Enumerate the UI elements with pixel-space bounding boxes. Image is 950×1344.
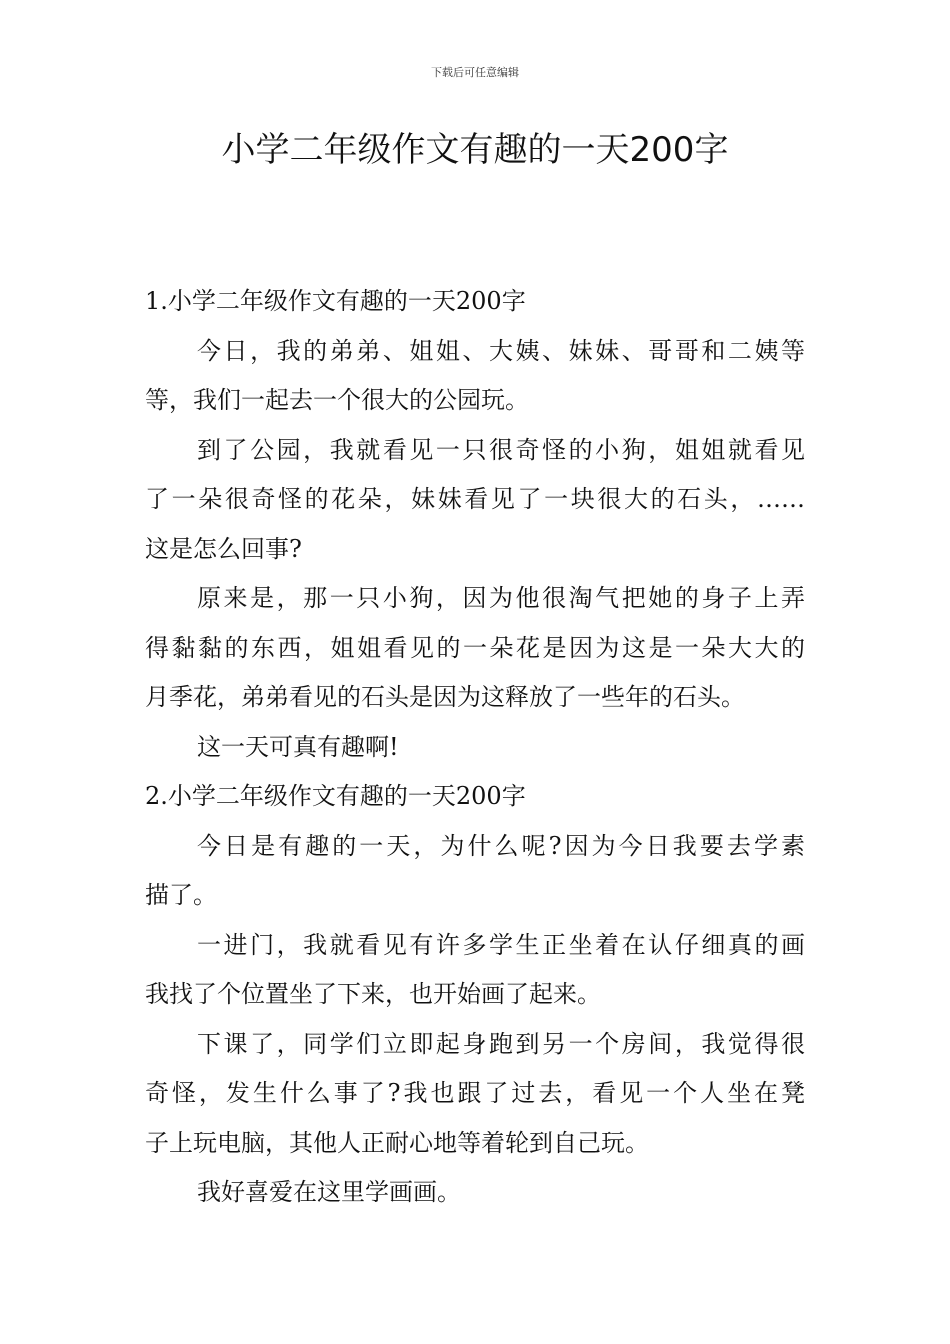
text-line: 描了。 — [145, 881, 217, 909]
text-line: 今日，我的弟弟、姐姐、大姨、妹妹、哥哥和二姨等 — [197, 336, 805, 365]
text-line: 到了公园，我就看见一只很奇怪的小狗，姐姐就看见 — [197, 435, 805, 464]
text-line: 月季花，弟弟看见的石头是因为这释放了一些年的石头。 — [145, 683, 745, 711]
text-line: 得黏黏的东西，姐姐看见的一朵花是因为这是一朵大大的 — [145, 633, 805, 662]
text-line: 2.小学二年级作文有趣的一天200字 — [145, 782, 526, 810]
text-line: 下课了，同学们立即起身跑到另一个房间，我觉得很 — [197, 1029, 805, 1058]
document-body — [145, 277, 805, 1218]
header-note: 下载后可任意编辑 — [431, 66, 519, 79]
document-title: 小学二年级作文有趣的一天200字 — [221, 130, 729, 170]
text-line: 1.小学二年级作文有趣的一天200字 — [145, 287, 526, 315]
text-line: 一进门，我就看见有许多学生正坐着在认仔细真的画 — [197, 930, 805, 959]
text-line: 这是怎么回事? — [145, 534, 302, 563]
text-line: 我找了个位置坐了下来，也开始画了起来。 — [145, 980, 601, 1008]
text-line: 了一朵很奇怪的花朵，妹妹看见了一块很大的石头，…… — [145, 485, 805, 513]
text-line: 等，我们一起去一个很大的公园玩。 — [145, 386, 529, 414]
text-line: 我好喜爱在这里学画画。 — [197, 1178, 461, 1206]
text-line: 子上玩电脑，其他人正耐心地等着轮到自己玩。 — [145, 1128, 649, 1157]
text-line: 奇怪，发生什么事了?我也跟了过去，看见一个人坐在凳 — [145, 1079, 805, 1107]
text-line: 原来是，那一只小狗，因为他很淘气把她的身子上弄 — [197, 584, 805, 612]
text-line: 这一天可真有趣啊! — [197, 732, 399, 761]
text-line: 今日是有趣的一天，为什么呢?因为今日我要去学素 — [197, 831, 805, 860]
